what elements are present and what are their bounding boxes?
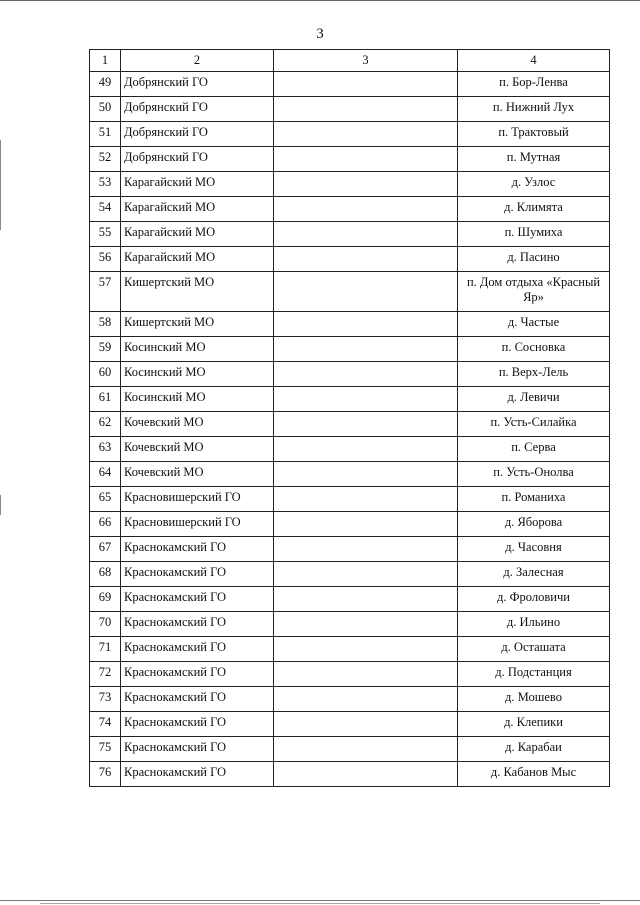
- row-column-3: [274, 737, 458, 762]
- row-district: Красновишерский ГО: [121, 487, 274, 512]
- column-header: 4: [458, 50, 610, 72]
- table-row: [90, 272, 610, 312]
- row-number: 55: [90, 222, 121, 247]
- row-district: Косинский МО: [121, 362, 274, 387]
- row-settlement: п. Дом отдыха «Красный Яр»: [458, 272, 610, 312]
- row-settlement: д. Климята: [458, 197, 610, 222]
- row-settlement: п. Трактовый: [458, 122, 610, 147]
- row-district: Краснокамский ГО: [121, 587, 274, 612]
- row-column-3: [274, 122, 458, 147]
- row-column-3: [274, 587, 458, 612]
- row-district: Красновишерский ГО: [121, 512, 274, 537]
- row-settlement: д. Ильино: [458, 612, 610, 637]
- scan-edge-top: [0, 0, 640, 1]
- row-column-3: [274, 462, 458, 487]
- row-district: Карагайский МО: [121, 222, 274, 247]
- row-district: Добрянский ГО: [121, 147, 274, 172]
- row-district: Карагайский МО: [121, 247, 274, 272]
- row-district: Краснокамский ГО: [121, 562, 274, 587]
- row-settlement: д. Залесная: [458, 562, 610, 587]
- row-number: 65: [90, 487, 121, 512]
- row-settlement: п. Шумиха: [458, 222, 610, 247]
- row-number: 64: [90, 462, 121, 487]
- row-settlement: д. Узлос: [458, 172, 610, 197]
- row-district: Косинский МО: [121, 337, 274, 362]
- row-settlement: д. Частые: [458, 312, 610, 337]
- row-settlement: п. Романиха: [458, 487, 610, 512]
- row-settlement: п. Усть-Силайка: [458, 412, 610, 437]
- table-row: [90, 312, 610, 337]
- row-district: Кишертский МО: [121, 272, 274, 312]
- row-settlement: д. Клепики: [458, 712, 610, 737]
- table-row: [90, 762, 610, 787]
- column-header: 2: [121, 50, 274, 72]
- row-number: 58: [90, 312, 121, 337]
- row-settlement: п. Серва: [458, 437, 610, 462]
- row-number: 59: [90, 337, 121, 362]
- row-column-3: [274, 537, 458, 562]
- table-row: [90, 362, 610, 387]
- table-row: [90, 147, 610, 172]
- row-column-3: [274, 362, 458, 387]
- row-column-3: [274, 612, 458, 637]
- row-column-3: [274, 487, 458, 512]
- row-number: 75: [90, 737, 121, 762]
- row-district: Карагайский МО: [121, 172, 274, 197]
- row-settlement: д. Пасино: [458, 247, 610, 272]
- table-row: [90, 412, 610, 437]
- row-district: Кочевский МО: [121, 437, 274, 462]
- row-district: Карагайский МО: [121, 197, 274, 222]
- row-settlement: д. Подстанция: [458, 662, 610, 687]
- row-district: Краснокамский ГО: [121, 662, 274, 687]
- row-settlement: д. Мошево: [458, 687, 610, 712]
- row-settlement: п. Нижний Лух: [458, 97, 610, 122]
- row-district: Косинский МО: [121, 387, 274, 412]
- table-row: [90, 687, 610, 712]
- row-district: Кочевский МО: [121, 462, 274, 487]
- row-district: Краснокамский ГО: [121, 687, 274, 712]
- row-column-3: [274, 762, 458, 787]
- table-row: [90, 537, 610, 562]
- row-number: 54: [90, 197, 121, 222]
- row-settlement: п. Верх-Лель: [458, 362, 610, 387]
- row-district: Добрянский ГО: [121, 97, 274, 122]
- row-number: 76: [90, 762, 121, 787]
- row-column-3: [274, 512, 458, 537]
- row-column-3: [274, 172, 458, 197]
- table-row: [90, 487, 610, 512]
- table-row: [90, 197, 610, 222]
- table-row: [90, 712, 610, 737]
- row-number: 63: [90, 437, 121, 462]
- row-number: 73: [90, 687, 121, 712]
- row-settlement: п. Усть-Онолва: [458, 462, 610, 487]
- row-district: Краснокамский ГО: [121, 712, 274, 737]
- table-row: [90, 737, 610, 762]
- table-row: [90, 437, 610, 462]
- row-column-3: [274, 222, 458, 247]
- row-number: 68: [90, 562, 121, 587]
- row-number: 62: [90, 412, 121, 437]
- row-district: Краснокамский ГО: [121, 637, 274, 662]
- table-row: [90, 337, 610, 362]
- row-number: 51: [90, 122, 121, 147]
- row-district: Краснокамский ГО: [121, 737, 274, 762]
- row-column-3: [274, 662, 458, 687]
- row-column-3: [274, 687, 458, 712]
- table-row: [90, 562, 610, 587]
- row-column-3: [274, 97, 458, 122]
- row-number: 66: [90, 512, 121, 537]
- row-number: 57: [90, 272, 121, 312]
- row-number: 71: [90, 637, 121, 662]
- row-column-3: [274, 272, 458, 312]
- table-row: [90, 172, 610, 197]
- row-district: Краснокамский ГО: [121, 537, 274, 562]
- row-column-3: [274, 72, 458, 97]
- table-row: [90, 387, 610, 412]
- column-header: 1: [90, 50, 121, 72]
- row-column-3: [274, 412, 458, 437]
- row-number: 69: [90, 587, 121, 612]
- scan-edge-left-mark: [0, 495, 1, 515]
- row-settlement: д. Фроловичи: [458, 587, 610, 612]
- row-settlement: д. Кабанов Мыс: [458, 762, 610, 787]
- table-row: [90, 222, 610, 247]
- scan-edge-bottom: [40, 903, 600, 904]
- table-header-row: [90, 50, 610, 72]
- row-settlement: п. Мутная: [458, 147, 610, 172]
- table-row: [90, 662, 610, 687]
- row-number: 53: [90, 172, 121, 197]
- row-district: Краснокамский ГО: [121, 762, 274, 787]
- scan-edge-bottom: [0, 900, 640, 901]
- row-number: 67: [90, 537, 121, 562]
- row-district: Добрянский ГО: [121, 122, 274, 147]
- row-number: 56: [90, 247, 121, 272]
- row-district: Кишертский МО: [121, 312, 274, 337]
- row-column-3: [274, 712, 458, 737]
- row-column-3: [274, 147, 458, 172]
- row-column-3: [274, 247, 458, 272]
- table-row: [90, 637, 610, 662]
- scan-edge-left-mark: [0, 140, 1, 230]
- row-district: Краснокамский ГО: [121, 612, 274, 637]
- row-number: 60: [90, 362, 121, 387]
- column-header: 3: [274, 50, 458, 72]
- table-row: [90, 512, 610, 537]
- row-settlement: д. Часовня: [458, 537, 610, 562]
- row-number: 52: [90, 147, 121, 172]
- settlements-table: [89, 49, 610, 787]
- row-number: 74: [90, 712, 121, 737]
- table-row: [90, 462, 610, 487]
- row-settlement: п. Сосновка: [458, 337, 610, 362]
- row-number: 49: [90, 72, 121, 97]
- row-district: Добрянский ГО: [121, 72, 274, 97]
- table-row: [90, 587, 610, 612]
- row-settlement: д. Яборова: [458, 512, 610, 537]
- row-settlement: д. Левичи: [458, 387, 610, 412]
- row-settlement: д. Осташата: [458, 637, 610, 662]
- table-row: [90, 122, 610, 147]
- table-row: [90, 247, 610, 272]
- row-number: 72: [90, 662, 121, 687]
- page-number: 3: [316, 26, 324, 42]
- row-column-3: [274, 312, 458, 337]
- row-settlement: п. Бор-Ленва: [458, 72, 610, 97]
- row-column-3: [274, 562, 458, 587]
- row-district: Кочевский МО: [121, 412, 274, 437]
- row-column-3: [274, 437, 458, 462]
- row-column-3: [274, 387, 458, 412]
- row-number: 61: [90, 387, 121, 412]
- row-column-3: [274, 637, 458, 662]
- row-number: 70: [90, 612, 121, 637]
- row-column-3: [274, 197, 458, 222]
- row-settlement: д. Карабаи: [458, 737, 610, 762]
- table-row: [90, 72, 610, 97]
- table-row: [90, 97, 610, 122]
- row-number: 50: [90, 97, 121, 122]
- row-column-3: [274, 337, 458, 362]
- table-row: [90, 612, 610, 637]
